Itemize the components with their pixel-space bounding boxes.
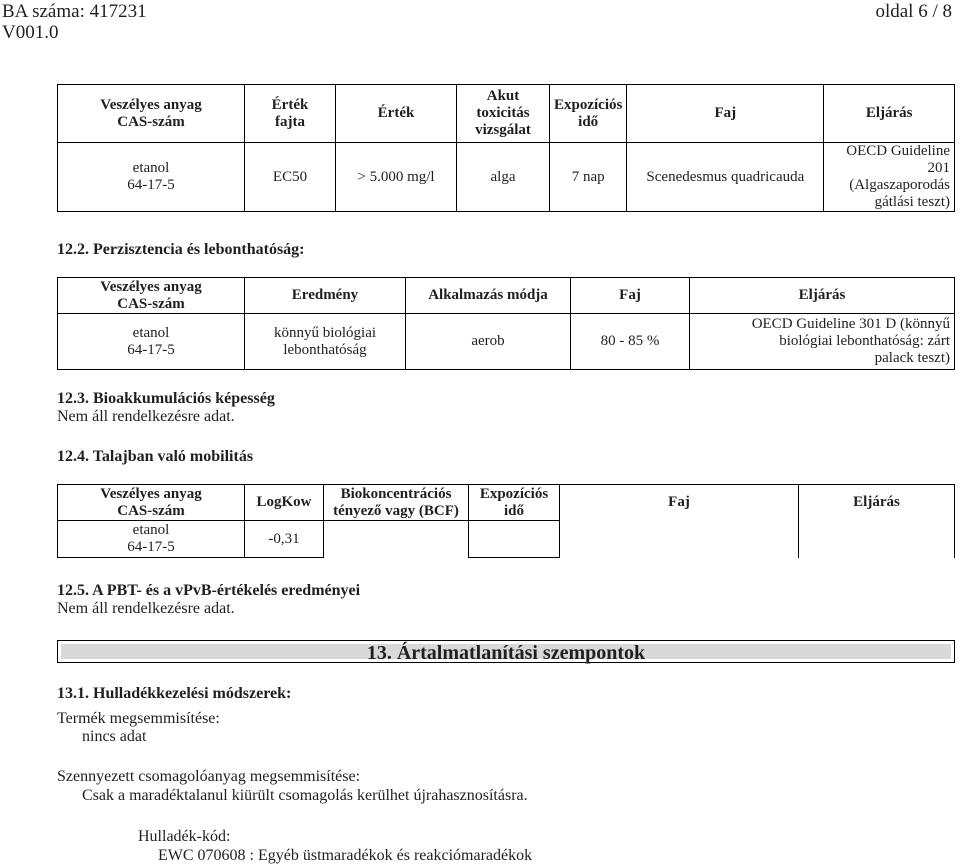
value-type-cell: EC50 [245,143,336,212]
waste-code-value: EWC 070608 : Egyéb üstmaradékok és reakciómaradékok [158,847,533,864]
section-13-1-title: 13.1. Hulladékkezelési módszerek: [57,685,292,702]
mobility-table [57,484,955,558]
table-row [58,314,955,370]
packaging-disposal-label: Szennyezett csomagolóanyag megsemmisítése: [57,768,361,785]
header-cell: Veszélyes anyag CAS-szám [58,85,245,143]
header-cell: Biokoncentrációs tényező vagy (BCF) [324,485,469,521]
product-disposal-value: nincs adat [82,728,147,745]
waste-code-label: Hulladék-kód: [138,828,231,845]
header-cell: Veszélyes anyag CAS-szám [58,485,245,521]
header-cell: LogKow [245,485,324,521]
substance-cell: etanol 64-17-5 [58,521,245,558]
header-cell: Eljárás [799,485,955,558]
header-cell: Eljárás [824,85,955,143]
header-cell: Érték fajta [245,85,336,143]
header-cell: Eljárás [690,278,955,314]
section-12-5-title: 12.5. A PBT- és a vPvB-értékelés eredményei [57,582,361,599]
table-header-row [58,278,955,314]
section-12-4-title: 12.4. Talajban való mobilitás [57,448,254,465]
logkow-cell: -0,31 [245,521,324,558]
header-cell: Faj [571,278,690,314]
substance-cell: etanol 64-17-5 [58,314,245,370]
bcf-cell [324,521,469,558]
header-cell: Érték [336,85,457,143]
page-number: oldal 6 / 8 [875,1,952,22]
header-cell: Expozíciós idő [550,85,627,143]
version-number: V001.0 [2,22,59,43]
ba-number: BA száma: 417231 [2,1,147,22]
header-cell: Expozíciós idő [469,485,560,521]
header-cell: Eredmény [245,278,406,314]
header-cell: Faj [560,485,799,558]
species-cell: Scenedesmus quadricauda [627,143,824,212]
header-cell: Veszélyes anyag CAS-szám [58,278,245,314]
persistence-table [57,277,955,370]
section-12-2-title: 12.2. Perzisztencia és lebonthatóság: [57,241,305,258]
substance-cell: etanol 64-17-5 [58,143,245,212]
result-cell: könnyű biológiai lebonthatóság [245,314,406,370]
method-cell: OECD Guideline 301 D (könnyű biológiai lebonthatóság: zárt palack teszt) [690,314,955,370]
table-header-row [58,485,955,521]
method-cell: OECD Guideline 201 (Algaszaporodás gátlási teszt) [824,143,955,212]
table-row [58,143,955,212]
section-13-banner [57,640,955,663]
exposure-cell [469,521,560,558]
exposure-cell: 7 nap [550,143,627,212]
test-cell: alga [457,143,550,212]
section-12-3-title: 12.3. Bioakkumulációs képesség [57,390,275,407]
section-13-title: 13. Ártalmatlanítási szempontok [366,642,646,664]
value-cell: > 5.000 mg/l [336,143,457,212]
product-disposal-label: Termék megsemmisítése: [57,710,220,727]
packaging-disposal-value: Csak a maradéktalanul kiürült csomagolás kerülhet újrahasznosításra. [82,787,528,804]
mode-cell: aerob [406,314,571,370]
ecotoxicity-table [57,84,955,212]
header-cell: Alkalmazás módja [406,278,571,314]
header-cell: Akut toxicitás vizsgálat [457,85,550,143]
table-header-row [58,85,955,143]
species-cell: 80 - 85 % [571,314,690,370]
header-cell: Faj [627,85,824,143]
section-12-3-text: Nem áll rendelkezésre adat. [57,408,235,425]
section-12-5-text: Nem áll rendelkezésre adat. [57,600,235,617]
